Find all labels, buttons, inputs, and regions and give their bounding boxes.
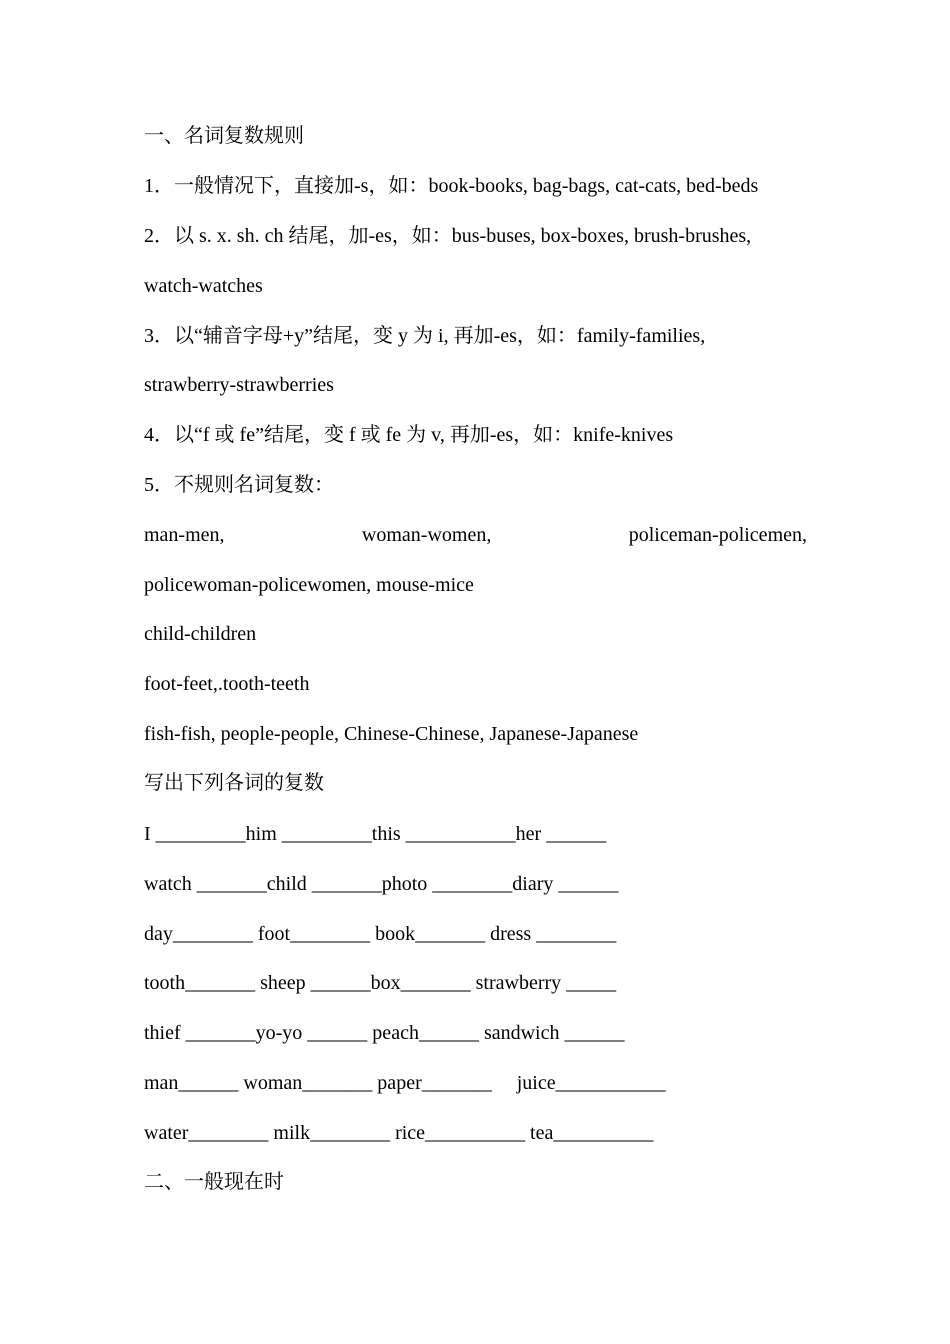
- irregular-line-4: foot-feet,.tooth-teeth: [144, 673, 310, 695]
- exercise-row: day________ foot________ book_______ dress ________: [144, 923, 617, 945]
- section1-heading: 一、名词复数规则: [144, 125, 304, 147]
- exercise-row: watch _______child _______photo ________diary ______: [144, 873, 619, 895]
- exercise-row: water________ milk________ rice__________ tea__________: [144, 1122, 654, 1144]
- irregular-line-5: fish-fish, people-people, Chinese-Chinese, Japanese-Japanese: [144, 723, 639, 745]
- rule-2-line-1: 2．以 s. x. sh. ch 结尾，加-es，如：bus-buses, box-boxes, brush-brushes,: [144, 225, 752, 247]
- rule-2-line-2: watch-watches: [144, 275, 263, 297]
- irregular-line-3: child-children: [144, 623, 257, 645]
- rule-1: 1．一般情况下，直接加-s，如：book-books, bag-bags, cat-cats, bed-beds: [144, 175, 759, 197]
- irregular-item: man-men,: [144, 524, 225, 546]
- exercise-row: I _________him _________this ___________her ______: [144, 823, 607, 845]
- rule-3-line-2: strawberry-strawberries: [144, 374, 334, 396]
- irregular-line-2: policewoman-policewomen, mouse-mice: [144, 574, 474, 596]
- rule-3-line-1: 3．以“辅音字母+y”结尾，变 y 为 i, 再加-es，如：family-families,: [144, 325, 706, 347]
- exercise-row: man______ woman_______ paper_______ juice___________: [144, 1072, 666, 1094]
- rule-5: 5．不规则名词复数：: [144, 474, 334, 496]
- irregular-item: woman-women,: [361, 524, 492, 546]
- rule-4: 4．以“f 或 fe”结尾，变 f 或 fe 为 v, 再加-es，如：knife-knives: [144, 424, 674, 446]
- irregular-item: policeman-policemen,: [628, 524, 807, 546]
- section2-heading: 二、一般现在时: [144, 1171, 284, 1193]
- irregular-row-1: [144, 522, 807, 548]
- exercise-title: 写出下列各词的复数: [144, 772, 324, 794]
- exercise-row: tooth_______ sheep ______box_______ strawberry _____: [144, 972, 617, 994]
- exercise-row: thief _______yo-yo ______ peach______ sandwich ______: [144, 1022, 625, 1044]
